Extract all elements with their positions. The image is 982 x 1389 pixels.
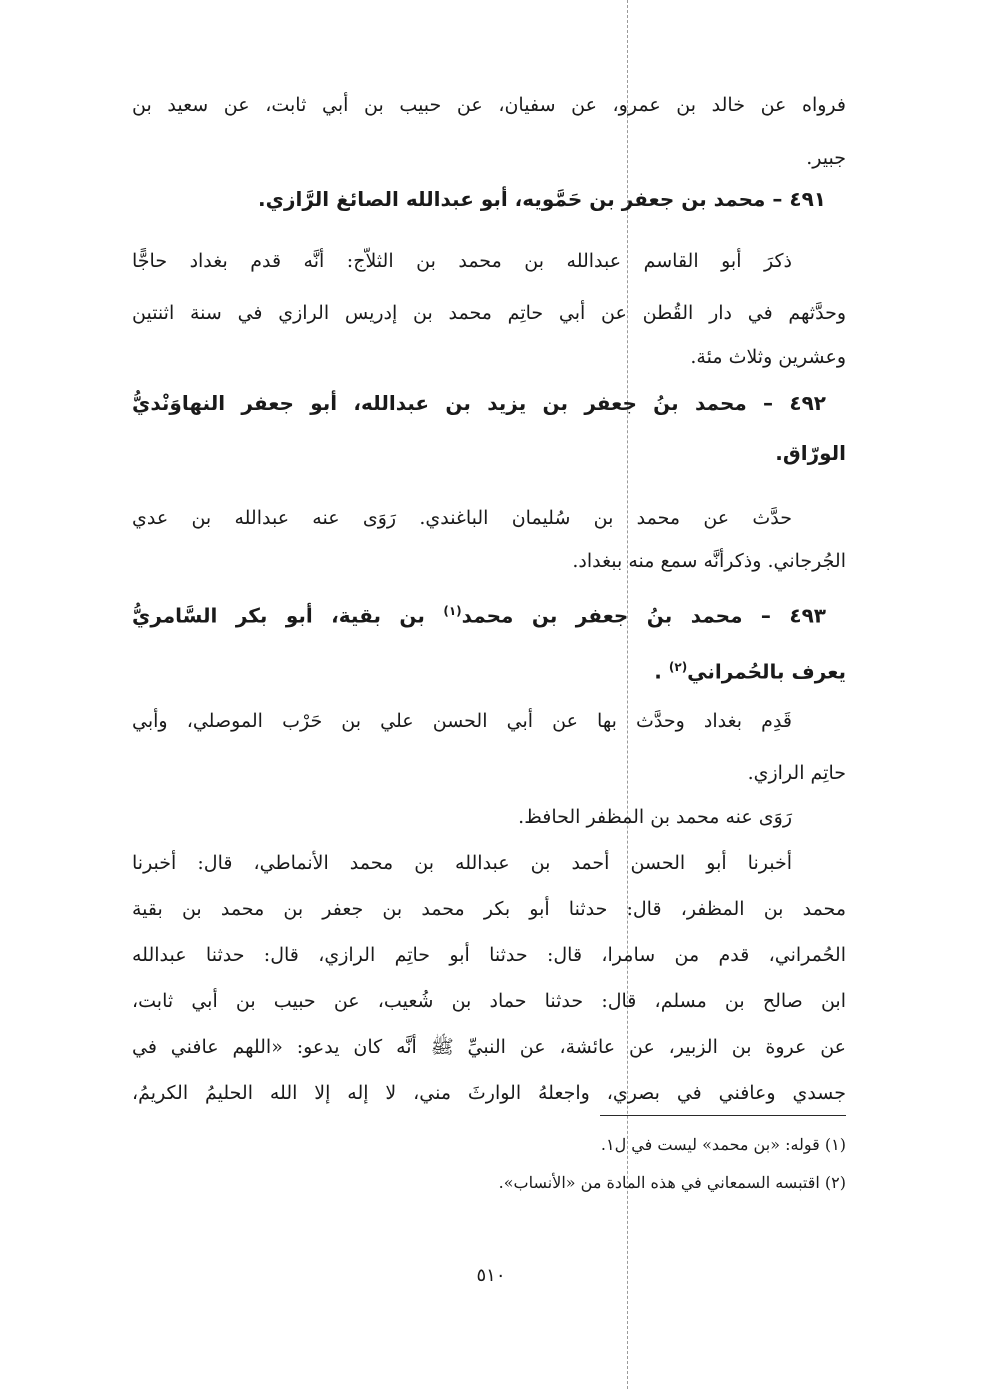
entry-heading-493 xyxy=(132,596,846,631)
footnote-divider xyxy=(600,1115,846,1116)
text-line: رَوَى عنه محمد بن المظفر الحافظ. xyxy=(518,806,792,828)
text-line: حدَّث عن محمد بن سُليمان الباغندي. رَوَى عنه عبدالله بن عدي xyxy=(132,507,793,529)
heading-part: ٤٩٣ – محمد بنُ جعفر بن محمد xyxy=(461,603,826,628)
text-line: وعشرين وثلاث مئة. xyxy=(690,346,846,368)
footnote-1: (١) قوله: «بن محمد» ليست في ل١. xyxy=(600,1135,846,1154)
text-line: أخبرنا أبو الحسن أحمد بن عبدالله بن محمد الأنماطي، قال: أخبرنا xyxy=(132,852,792,874)
text-line: محمد بن المظفر، قال: حدثنا أبو بكر محمد بن جعفر بن محمد بن بقية xyxy=(132,898,846,920)
heading-part: بن بقية، أبو بكر السَّامريُّ xyxy=(132,603,425,628)
text-line: قَدِم بغداد وحدَّث بها عن أبي الحسن علي بن حَرْب الموصلي، وأبي xyxy=(132,710,792,732)
text-line: جسدي وعافني في بصري، واجعلهُ الوارثَ مني، لا إله إلا الله الحليمُ الكريمُ، xyxy=(132,1082,846,1104)
text-line: الجُرجاني. وذكرأنَّه سمع منه ببغداد. xyxy=(572,550,846,572)
heading-part: . xyxy=(654,659,662,684)
text-line: حاتِم الرازي. xyxy=(747,762,846,784)
entry-heading-492: ٤٩٢ – محمد بنُ جعفر بن يزيد بن عبدالله، أبو جعفر النهاوَنْديُّ xyxy=(132,391,826,415)
footnote-2: (٢) اقتبسه السمعاني في هذه المادة من «الأنساب». xyxy=(498,1173,846,1192)
page-number: ٥١٠ xyxy=(476,1265,506,1286)
text-line: ذكرَ أبو القاسم عبدالله بن محمد بن الثلاّج: أنَّه قدم بغداد حاجًّا xyxy=(132,250,792,272)
footnote-ref-1: (١) xyxy=(443,604,462,618)
heading-part: يعرف بالحُمراني xyxy=(687,659,846,684)
entry-heading-491: ٤٩١ – محمد بن جعفر بن حَمَّويه، أبو عبدالله الصائغ الرَّازي. xyxy=(258,187,826,211)
text-line: فرواه عن خالد بن عمرو، عن سفيان، عن حبيب بن أبي ثابت، عن سعيد بن xyxy=(132,94,846,116)
text-line: وحدَّثهم في دار القُطن عن أبي حاتِم محمد بن إدريس الرازي في سنة اثنتين xyxy=(132,302,846,324)
text-line: الحُمراني، قدم من سامرا، قال: حدثنا أبو حاتِم الرازي، قال: حدثنا عبدالله xyxy=(132,944,846,966)
text-line: عن عروة بن الزبير، عن عائشة، عن النبيِّ ﷺ أنَّه كان يدعو: «اللهم عافني في xyxy=(132,1036,846,1058)
text-line: ابن صالح بن مسلم، قال: حدثنا حماد بن شُعيب، عن حبيب بن أبي ثابت، xyxy=(132,990,846,1012)
entry-heading-493-cont xyxy=(132,652,846,687)
footnote-ref-2: (٢) xyxy=(668,660,688,674)
text-line: جبير. xyxy=(806,147,846,169)
entry-heading-492-cont: الورّاق. xyxy=(775,441,846,465)
